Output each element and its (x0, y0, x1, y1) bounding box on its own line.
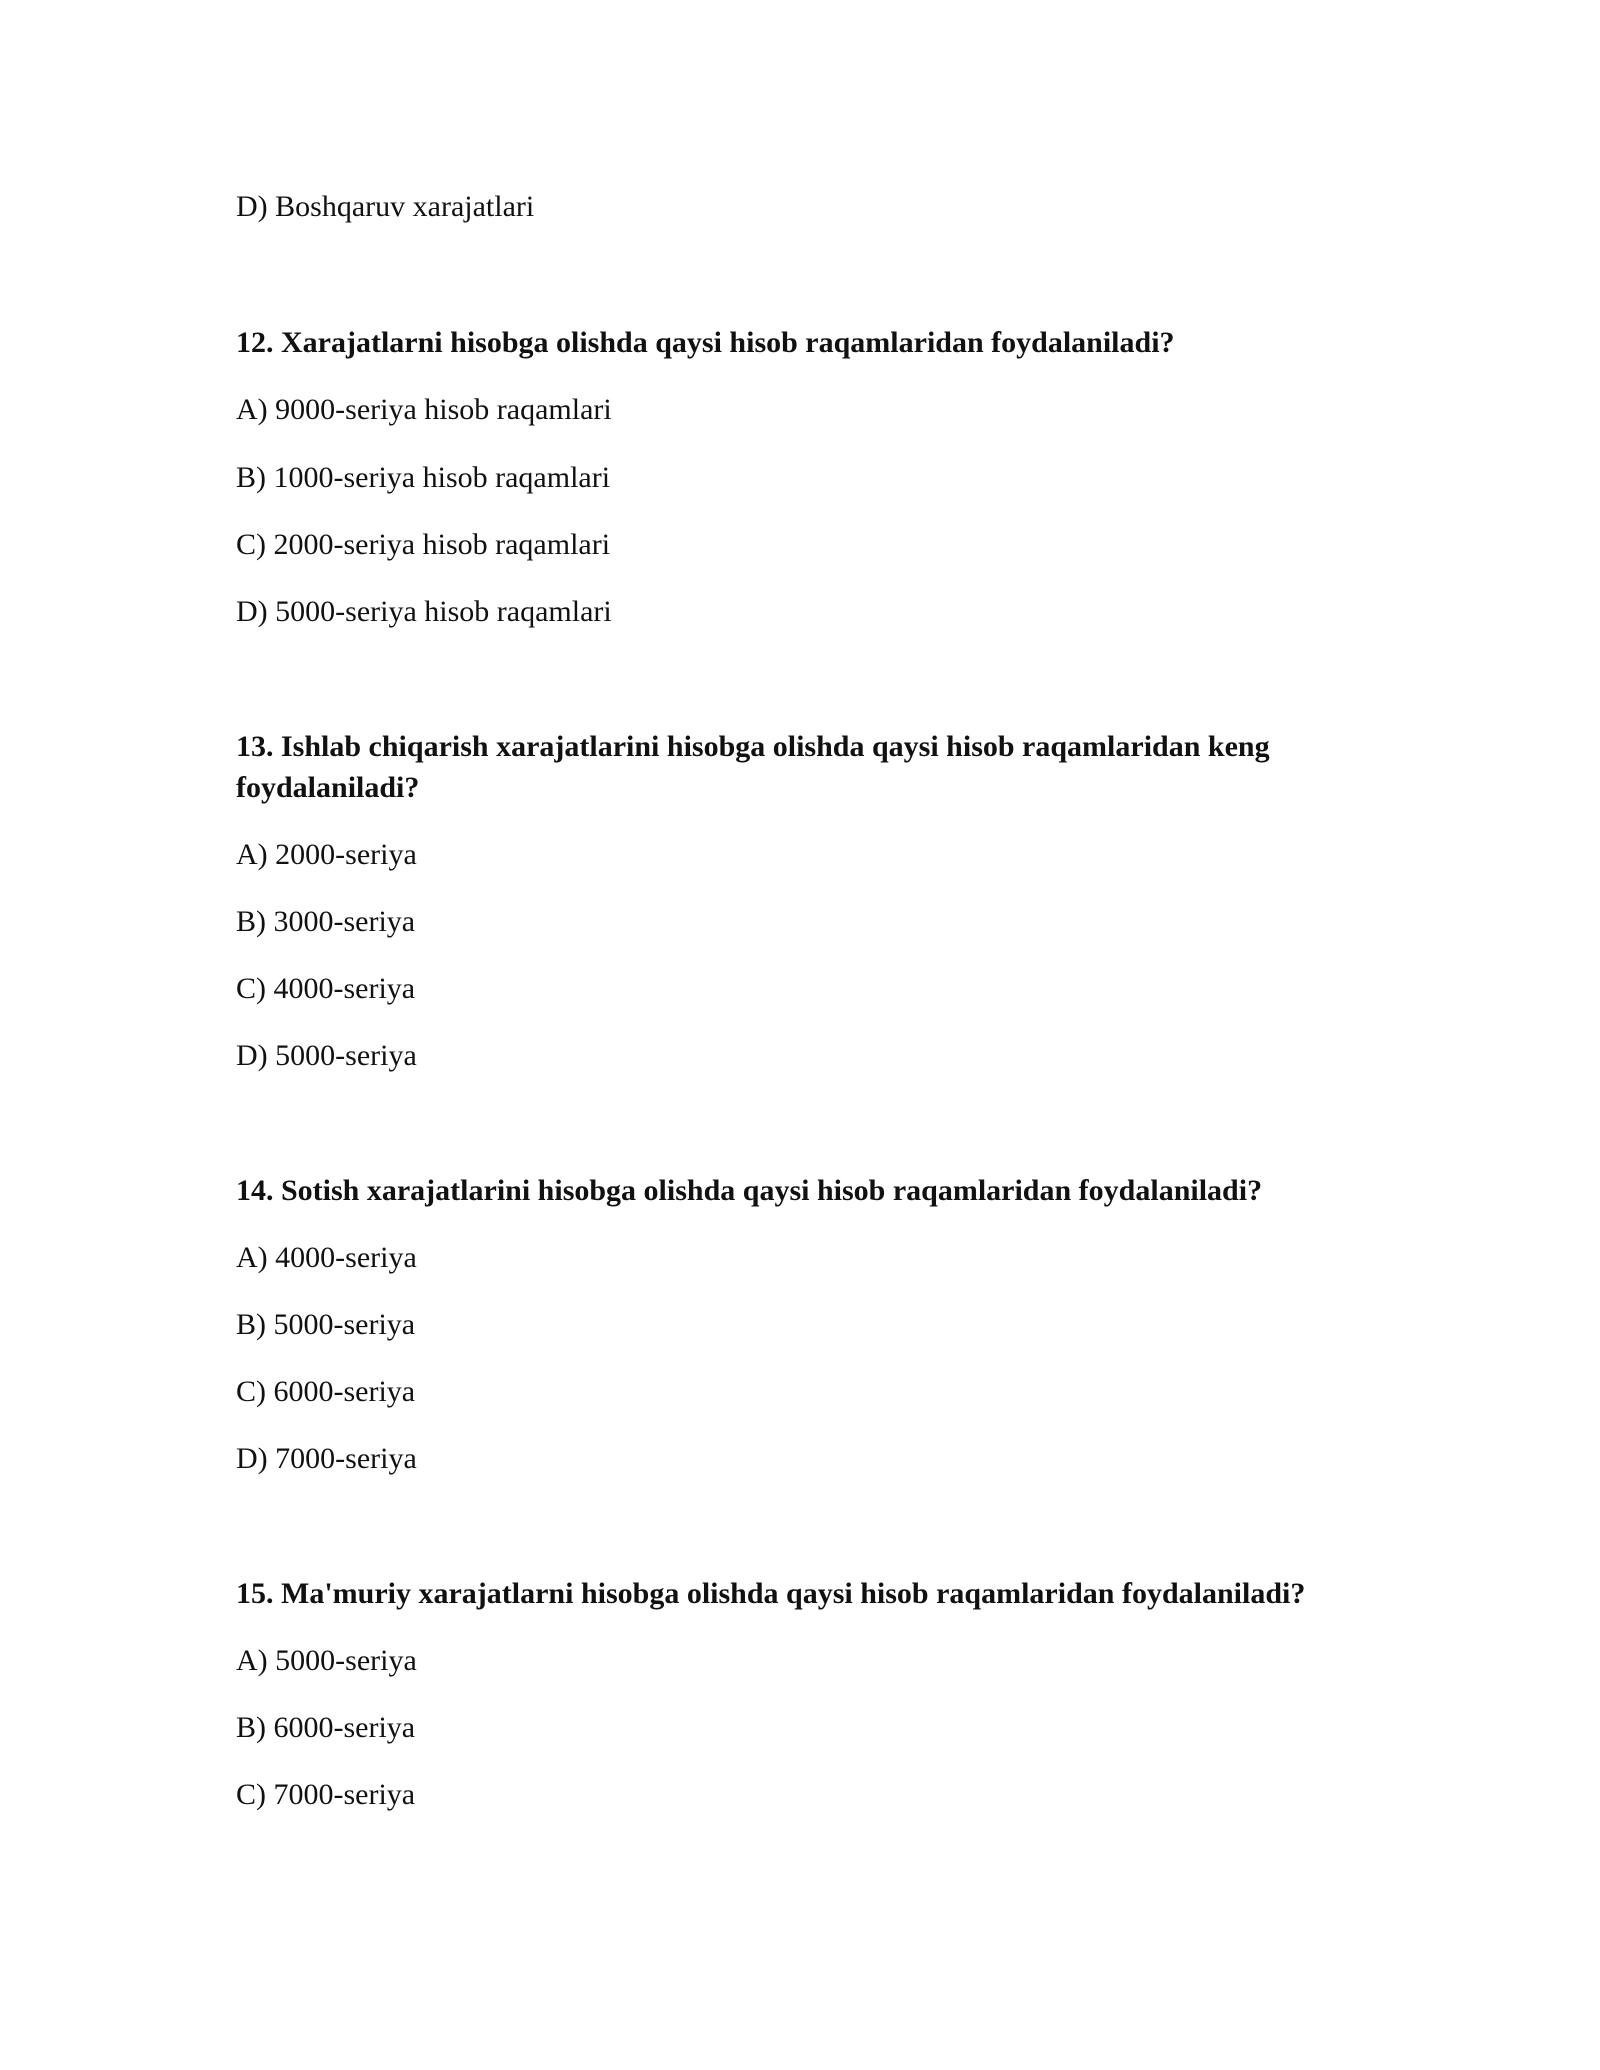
question-13-text-line1: 13. Ishlab chiqarish xarajatlarini hisobga olishda qaysi hisob raqamlaridan keng (236, 730, 1270, 763)
question-13-option-c: C) 4000-seriya (236, 972, 416, 1005)
question-12-option-d: D) 5000-seriya hisob raqamlari (236, 595, 612, 628)
question-12-option-b: B) 1000-seriya hisob raqamlari (236, 461, 611, 494)
question-13-option-d: D) 5000-seriya (236, 1039, 417, 1072)
question-13-option-a: A) 2000-seriya (236, 838, 417, 871)
question-14-option-d: D) 7000-seriya (236, 1442, 417, 1475)
question-14-text: 14. Sotish xarajatlarini hisobga olishda qaysi hisob raqamlaridan foydalaniladi? (236, 1174, 1263, 1207)
question-15-option-c: C) 7000-seriya (236, 1778, 416, 1811)
question-15-option-a: A) 5000-seriya (236, 1644, 417, 1677)
question-12-option-a: A) 9000-seriya hisob raqamlari (236, 393, 612, 426)
question-14-option-b: B) 5000-seriya (236, 1308, 416, 1341)
question-14-option-a: A) 4000-seriya (236, 1241, 417, 1274)
question-13-option-b: B) 3000-seriya (236, 905, 416, 938)
question-12-text: 12. Xarajatlarni hisobga olishda qaysi hisob raqamlaridan foydalaniladi? (236, 326, 1175, 359)
question-13-text-line2: foydalaniladi? (236, 771, 420, 804)
question-14-option-c: C) 6000-seriya (236, 1375, 416, 1408)
question-12-option-c: C) 2000-seriya hisob raqamlari (236, 528, 611, 561)
question-15-text: 15. Ma'muriy xarajatlarni hisobga olishda qaysi hisob raqamlaridan foydalaniladi? (236, 1577, 1306, 1610)
option-d-previous: D) Boshqaruv xarajatlari (236, 190, 535, 223)
question-15-option-b: B) 6000-seriya (236, 1711, 416, 1744)
